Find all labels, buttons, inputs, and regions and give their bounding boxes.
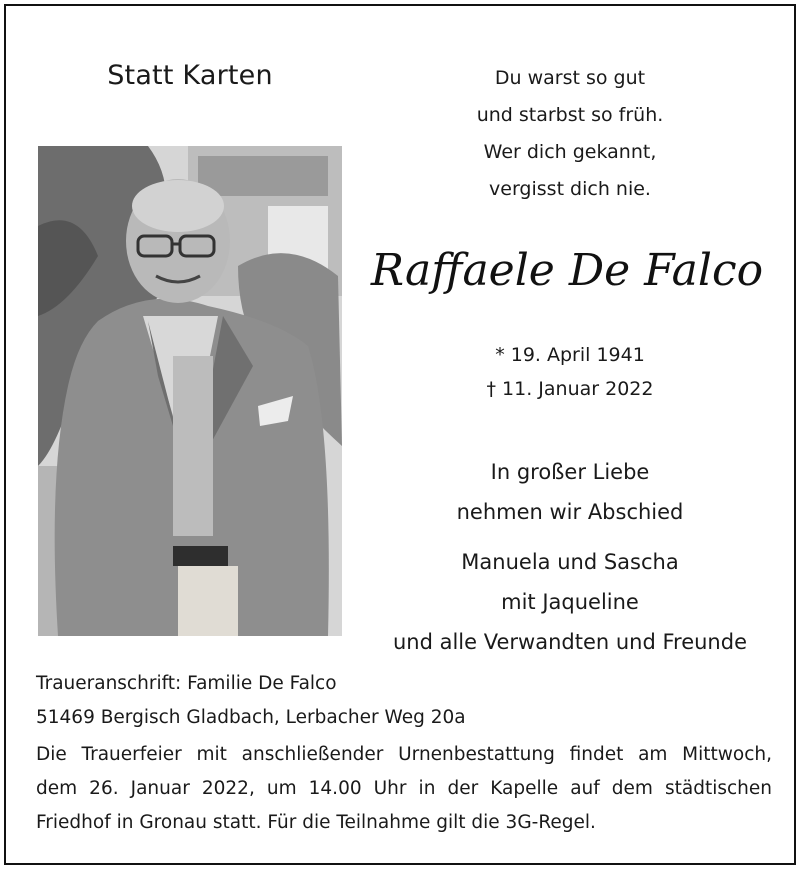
mourner-line: Manuela und Sascha [461,550,679,574]
statt-karten-heading: Statt Karten [107,60,273,91]
poem-line: vergisst dich nie. [489,178,651,200]
poem-line: Du warst so gut [494,67,646,89]
address-line: Traueranschrift: Familie De Falco [36,673,337,694]
birth-date: * 19. April 1941 [495,344,645,366]
mourner-line: mit Jaqueline [501,590,639,614]
death-date: † 11. Januar 2022 [486,378,654,400]
deceased-name: Raffaele De Falco [370,245,764,296]
poem-line: Wer dich gekannt, [483,141,657,163]
farewell-text [390,452,750,532]
address-line: 51469 Bergisch Gladbach, Lerbacher Weg 20a [36,707,466,728]
life-dates [420,338,720,406]
funeral-notice [36,738,772,840]
poem [420,60,720,208]
notice-line: Die Trauerfeier mit anschließender Urnenbestattung findet am Mittwoch, [36,744,772,765]
mourner-line: und alle Verwandten und Freunde [392,630,747,654]
deceased-name-signature [370,230,764,310]
notice-line: dem 26. Januar 2022, um 14.00 Uhr in der Kapelle auf dem städtischen [36,778,772,799]
mourners-list [370,542,770,662]
farewell-line: nehmen wir Abschied [456,500,684,524]
portrait-photo [38,146,342,636]
farewell-line: In großer Liebe [490,460,650,484]
poem-line: und starbst so früh. [476,104,664,126]
mourning-address [36,667,466,735]
notice-line: Friedhof in Gronau statt. Für die Teilnahme gilt die 3G-Regel. [36,812,596,833]
